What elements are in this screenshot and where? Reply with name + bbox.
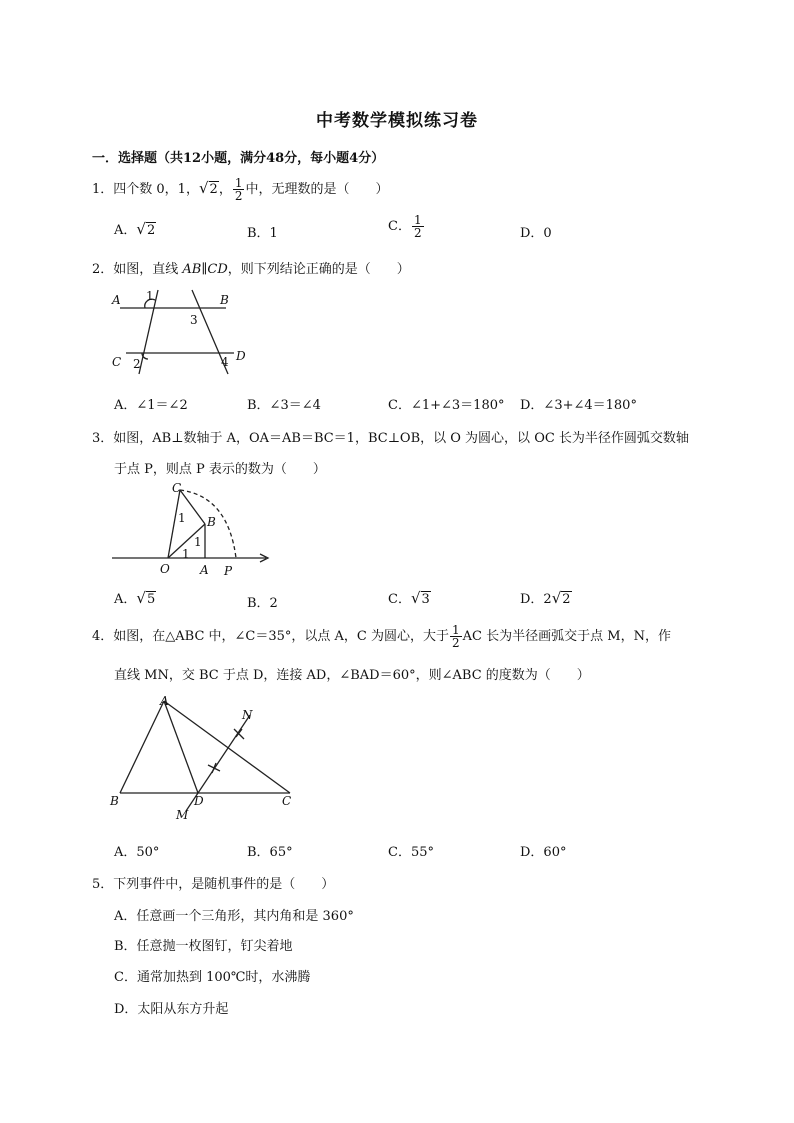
q3-option-b[interactable]: B．2 — [247, 596, 278, 611]
q2-option-c[interactable]: C．∠1+∠3＝180° — [388, 398, 505, 413]
q5-option-a[interactable]: A．任意画一个三角形，其内角和是 360° — [114, 909, 354, 924]
q1-number: 1． — [92, 182, 114, 197]
label-2: 2 — [133, 357, 141, 371]
label-a: A — [112, 293, 121, 307]
question-3-line1: 3．如图，AB⊥数轴于 A，OA＝AB＝BC＝1，BC⊥OB，以 O 为圆心，以 OC 长为半径作圆弧交数轴 — [92, 431, 689, 446]
q3-figure — [108, 478, 278, 578]
q2-option-b[interactable]: B．∠3＝∠4 — [247, 398, 321, 413]
label-d: D — [236, 349, 246, 363]
page-title: 中考数学模拟练习卷 — [316, 111, 478, 131]
q2-option-d[interactable]: D．∠3+∠4＝180° — [520, 398, 637, 413]
question-4-line1: 4．如图，在△ABC 中，∠C＝35°，以点 A，C 为圆心，大于 $\frac{1}{2}$ AC 长为半径画弧交于点 M，N，作 — [92, 623, 671, 650]
q2-option-a[interactable]: A．∠1＝∠2 — [114, 398, 188, 413]
label-m: M — [176, 808, 189, 822]
q5-option-b[interactable]: B．任意抛一枚图钉，钉尖着地 — [114, 939, 293, 954]
q3-option-a[interactable]: A．√5 — [114, 589, 156, 607]
q2-figure — [108, 286, 258, 378]
q4-option-a[interactable]: A．50° — [114, 845, 160, 860]
q4-figure — [108, 693, 298, 823]
q3-option-c[interactable]: C．√3 — [388, 589, 430, 607]
label-b: B — [220, 293, 229, 307]
q1-stem-post: 中，无理数的是（ ） — [245, 182, 389, 197]
question-2: 2．如图，直线 AB∥CD，则下列结论正确的是（ ） — [92, 262, 410, 277]
question-1: 1．四个数 0，1，√2， $\frac{1}{2}$ 中，无理数的是（ ） — [92, 176, 389, 203]
section-header: 一．选择题（共12小题，满分48分，每小题4分） — [92, 151, 385, 166]
label-o: O — [160, 562, 170, 576]
label-a: A — [160, 694, 169, 708]
q4-option-c[interactable]: C．55° — [388, 845, 434, 860]
label-c: C — [112, 355, 122, 369]
q5-option-c[interactable]: C．通常加热到 100℃时，水沸腾 — [114, 970, 311, 985]
label-n: N — [242, 708, 253, 722]
label-b: B — [110, 794, 119, 808]
q1-option-b[interactable]: B．1 — [247, 226, 278, 241]
label-1-oc: 1 — [178, 511, 186, 525]
label-3: 3 — [190, 313, 198, 327]
label-4: 4 — [221, 355, 229, 369]
label-b: B — [207, 515, 216, 529]
label-c: C — [172, 481, 182, 495]
label-c: C — [282, 794, 292, 808]
label-d: D — [194, 794, 204, 808]
label-1-ob: 1 — [194, 535, 202, 549]
segment-ac — [164, 701, 290, 793]
q4-option-b[interactable]: B．65° — [247, 845, 293, 860]
question-4-line2: 直线 MN，交 BC 于点 D，连接 AD，∠BAD＝60°，则∠ABC 的度数为（ ） — [114, 668, 590, 683]
q1-sqrt: √2 — [198, 179, 218, 197]
q4-option-d[interactable]: D．60° — [520, 845, 567, 860]
question-3-line2: 于点 P，则点 P 表示的数为（ ） — [114, 462, 326, 477]
label-1-oa: 1 — [182, 547, 190, 561]
q1-option-c[interactable]: C． $\frac{1}{2}$ — [388, 213, 422, 240]
label-p: P — [224, 564, 233, 578]
q1-stem-pre: 四个数 0，1， — [113, 182, 199, 197]
q3-option-d[interactable]: D．2√2 — [520, 589, 571, 607]
label-a: A — [200, 563, 209, 577]
segment-ad — [164, 701, 198, 793]
q1-fraction: $\frac{1}{2}$ — [234, 176, 243, 203]
segment-ab — [120, 701, 164, 793]
q1-option-a[interactable]: A．√2 — [114, 220, 156, 238]
q1-option-d[interactable]: D．0 — [520, 226, 552, 241]
label-1: 1 — [146, 289, 154, 303]
question-5: 5．下列事件中，是随机事件的是（ ） — [92, 877, 335, 892]
q5-option-d[interactable]: D．太阳从东方升起 — [114, 1002, 229, 1017]
